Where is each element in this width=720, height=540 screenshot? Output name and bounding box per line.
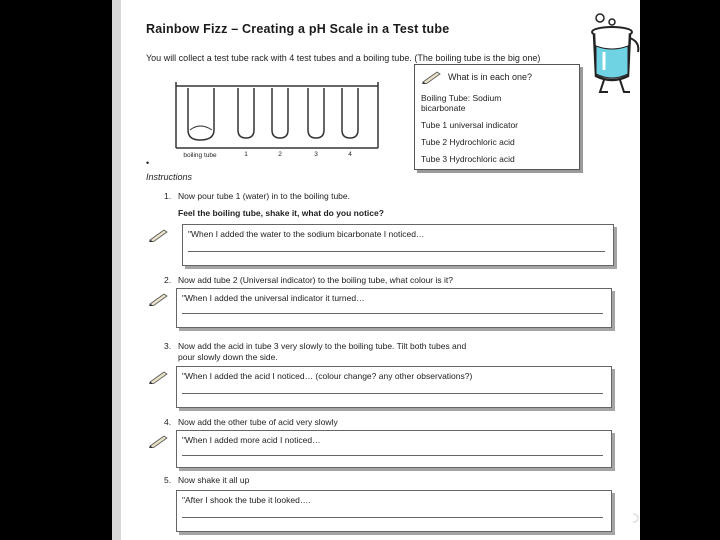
pencil-icon xyxy=(148,292,170,306)
test-tube-4 xyxy=(342,88,358,138)
step-5-text: Now shake it all up xyxy=(178,475,250,485)
contents-line-2: bicarbonate xyxy=(421,103,466,113)
tube-contents-box xyxy=(414,64,580,170)
answer-box-3[interactable] xyxy=(176,366,612,408)
rack-label-4: 4 xyxy=(348,151,352,158)
rack-label-1: 1 xyxy=(244,151,248,158)
contents-line-5: Tube 3 Hydrochloric acid xyxy=(421,154,515,164)
step-3-number: 3. xyxy=(164,341,172,351)
step-3-text: Now add the acid in tube 3 very slowly to the boiling tube. Tilt both tubes and xyxy=(178,341,467,351)
boiling-tube xyxy=(188,88,214,140)
rack-label-3: 3 xyxy=(314,151,318,158)
step-1-subtext: Feel the boiling tube, shake it, what do you notice? xyxy=(178,208,384,218)
answer-line xyxy=(182,455,603,456)
answer-prompt-3: "When I added the acid I noticed… (colour change? any other observations?) xyxy=(182,371,473,381)
answer-line xyxy=(182,517,603,518)
bullet-mark: • xyxy=(146,158,150,168)
answer-prompt-5: "After I shook the tube it looked…. xyxy=(182,495,311,505)
step-1 xyxy=(164,190,350,202)
step-4-text: Now add the other tube of acid very slowly xyxy=(178,417,338,427)
answer-prompt-4: "When I added more acid I noticed… xyxy=(182,435,321,445)
chemistry-flask-icon xyxy=(582,12,644,98)
test-tube-rack-diagram xyxy=(172,78,382,168)
pencil-icon xyxy=(148,434,170,448)
answer-box-2[interactable] xyxy=(176,288,612,328)
step-2 xyxy=(164,274,453,286)
test-tube-1 xyxy=(238,88,254,138)
answer-prompt-2: "When I added the universal indicator it turned… xyxy=(182,293,365,303)
answer-line xyxy=(182,393,603,394)
test-tube-3 xyxy=(308,88,324,138)
answer-line xyxy=(188,251,605,252)
step-3-subtext: pour slowly down the side. xyxy=(178,352,278,362)
answer-box-1[interactable] xyxy=(182,224,614,266)
page-edge xyxy=(112,0,121,540)
rack-label-boiling: boiling tube xyxy=(183,152,217,159)
instructions-heading: Instructions xyxy=(146,172,193,182)
step-4 xyxy=(164,416,338,428)
test-tube-2 xyxy=(272,88,288,138)
step-1-text: Now pour tube 1 (water) in to the boiling tube. xyxy=(178,191,350,201)
contents-line-1: Boiling Tube: Sodium xyxy=(421,93,502,103)
worksheet-page xyxy=(112,0,640,540)
step-1-number: 1. xyxy=(164,191,172,201)
step-4-number: 4. xyxy=(164,417,172,427)
step-2-number: 2. xyxy=(164,275,172,285)
pencil-icon xyxy=(421,70,443,84)
step-2-text: Now add tube 2 (Universal indicator) to the boiling tube, what colour is it? xyxy=(178,275,453,285)
step-3 xyxy=(164,340,466,352)
page-corner-mark xyxy=(632,512,640,524)
contents-line-4: Tube 2 Hydrochloric acid xyxy=(421,137,515,147)
contents-line-3: Tube 1 universal indicator xyxy=(421,120,519,130)
answer-line xyxy=(182,313,603,314)
answer-box-4[interactable] xyxy=(176,430,612,468)
step-5 xyxy=(164,474,249,486)
answer-prompt-1: "When I added the water to the sodium bicarbonate I noticed… xyxy=(188,229,425,239)
pencil-icon xyxy=(148,370,170,384)
rack-label-2: 2 xyxy=(278,151,282,158)
boiling-tube-liquid xyxy=(190,126,212,130)
intro-text: You will collect a test tube rack with 4 test tubes and a boiling tube. (The boiling tube is the big one) xyxy=(146,53,541,63)
tube-contents-title: What is in each one? xyxy=(448,72,533,82)
pencil-icon xyxy=(148,228,170,242)
answer-box-5[interactable] xyxy=(176,490,612,532)
step-5-number: 5. xyxy=(164,475,172,485)
worksheet-title: Rainbow Fizz – Creating a pH Scale in a Test tube xyxy=(146,22,450,36)
